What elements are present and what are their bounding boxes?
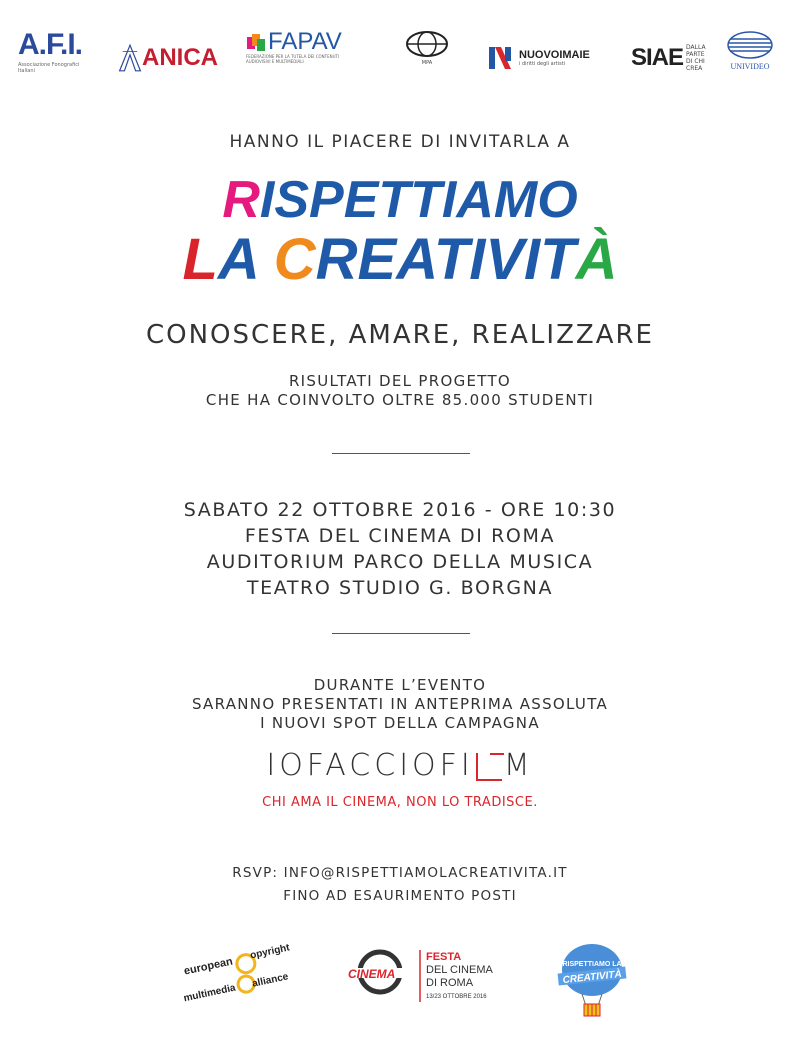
headline-word-ispettiamo: ISPETTIAMO bbox=[259, 171, 578, 229]
headline-line-1 bbox=[0, 170, 800, 230]
eca-word-multimedia: multimedia bbox=[182, 982, 237, 1005]
divider-top bbox=[332, 453, 470, 454]
during-event-text bbox=[0, 676, 800, 733]
headline-line-2 bbox=[0, 228, 800, 292]
nuovoimaie-mark-icon bbox=[487, 45, 513, 71]
univideo-disc-icon bbox=[726, 30, 774, 60]
iofacciofilm-text-part-2: M bbox=[503, 748, 534, 783]
rispettiamo-balloon-logo bbox=[552, 940, 632, 1016]
project-results bbox=[0, 372, 800, 410]
fapav-emblem-icon bbox=[246, 31, 268, 53]
eca-word-alliance: alliance bbox=[251, 971, 290, 990]
eca-word-european: european bbox=[182, 955, 234, 978]
anica-logo-text: ANICA bbox=[142, 44, 218, 71]
anica-emblem-icon bbox=[118, 40, 142, 76]
festa-del-cinema-logo bbox=[338, 940, 504, 1016]
eca-logo-graphic bbox=[180, 940, 292, 1010]
fapav-logo-text: FAPAV bbox=[268, 28, 342, 55]
festa-cinema-mark: CINEMA bbox=[348, 967, 396, 981]
iofacciofilm-logo bbox=[0, 748, 800, 783]
anica-logo bbox=[118, 30, 218, 86]
results-line-1: RISULTATI DEL PROGETTO bbox=[288, 372, 512, 390]
siae-logo-text: SIAE bbox=[631, 44, 684, 71]
balloon-line-1: RISPETTIAMO LA bbox=[562, 961, 622, 968]
headline-word-a: A bbox=[217, 227, 274, 292]
headline-letter-c: C bbox=[273, 227, 316, 292]
festa-dates: 13/23 OTTOBRE 2016 bbox=[426, 994, 487, 1000]
mpa-logo-text: MPA bbox=[421, 60, 433, 66]
headline-word-reativit: REATIVIT bbox=[315, 227, 576, 292]
campaign-slogan: CHI AMA IL CINEMA, NON LO TRADISCE. bbox=[262, 795, 538, 810]
afi-logo-text: A.F.I. bbox=[18, 28, 83, 61]
event-details bbox=[0, 497, 800, 601]
event-room: TEATRO STUDIO G. BORGNA bbox=[246, 577, 554, 599]
eca-word-copyright: opyright bbox=[249, 942, 291, 962]
headline-letter-a-grave: À bbox=[575, 227, 618, 292]
nuovoimaie-logo-subtitle: i diritti degli artisti bbox=[519, 61, 566, 67]
afi-logo bbox=[18, 30, 88, 86]
event-festival: FESTA DEL CINEMA DI ROMA bbox=[244, 525, 556, 547]
siae-logo bbox=[631, 30, 706, 86]
rsvp-note: FINO AD ESAURIMENTO POSTI bbox=[283, 888, 517, 904]
footer-logo-bar bbox=[0, 940, 800, 1020]
balloon-graphic bbox=[552, 940, 632, 1020]
during-line-2: SARANNO PRESENTATI IN ANTEPRIMA ASSOLUTA bbox=[191, 695, 609, 713]
during-line-1: DURANTE L’EVENTO bbox=[313, 676, 487, 694]
divider-bottom bbox=[332, 633, 470, 634]
event-date: SABATO 22 OTTOBRE 2016 - ORE 10:30 bbox=[183, 499, 617, 521]
festa-line-2: DEL CINEMA bbox=[426, 964, 493, 976]
mpa-logo bbox=[391, 30, 463, 86]
nuovoimaie-logo-text: NUOVOIMAIE bbox=[519, 49, 590, 61]
rsvp-email[interactable]: RSVP: INFO@RISPETTIAMOLACREATIVITA.IT bbox=[232, 865, 568, 881]
iofacciofilm-text-part-1: IOFACCIOFI bbox=[266, 748, 474, 783]
iofacciofilm-frame-icon bbox=[476, 753, 502, 781]
mpa-globe-icon bbox=[405, 30, 449, 58]
univideo-logo bbox=[720, 30, 780, 86]
fapav-logo-subtitle: FEDERAZIONE PER LA TUTELA DEI CONTENUTI AUDIOVISIVI E MULTIMEDIALI bbox=[246, 54, 340, 64]
festa-line-3: DI ROMA bbox=[426, 977, 474, 989]
univideo-logo-text: UNIVIDEO bbox=[730, 62, 770, 71]
partner-logo-bar bbox=[18, 30, 782, 90]
event-venue: AUDITORIUM PARCO DELLA MUSICA bbox=[206, 551, 594, 573]
afi-logo-subtitle: Associazione Fonografici Italiani bbox=[18, 62, 80, 74]
fapav-logo bbox=[246, 30, 358, 86]
rsvp-block bbox=[0, 862, 800, 908]
during-line-3: I NUOVI SPOT DELLA CAMPAGNA bbox=[260, 714, 540, 732]
balloon-line-2: CREATIVITÀ bbox=[562, 968, 623, 987]
siae-logo-tagline: DALLA PARTE DI CHI CREA bbox=[686, 44, 706, 72]
invite-text: HANNO IL PIACERE DI INVITARLA A bbox=[229, 132, 571, 152]
headline-letter-l: L bbox=[182, 227, 218, 292]
european-copyright-alliance-logo bbox=[180, 940, 292, 1016]
nuovoimaie-logo bbox=[487, 30, 597, 86]
results-line-2: CHE HA COINVOLTO OLTRE 85.000 STUDENTI bbox=[205, 391, 595, 409]
festa-cinema-graphic bbox=[338, 940, 504, 1010]
festa-line-1: FESTA bbox=[426, 951, 462, 963]
tagline: CONOSCERE, AMARE, REALIZZARE bbox=[145, 320, 654, 350]
headline-letter-r: R bbox=[222, 171, 260, 229]
